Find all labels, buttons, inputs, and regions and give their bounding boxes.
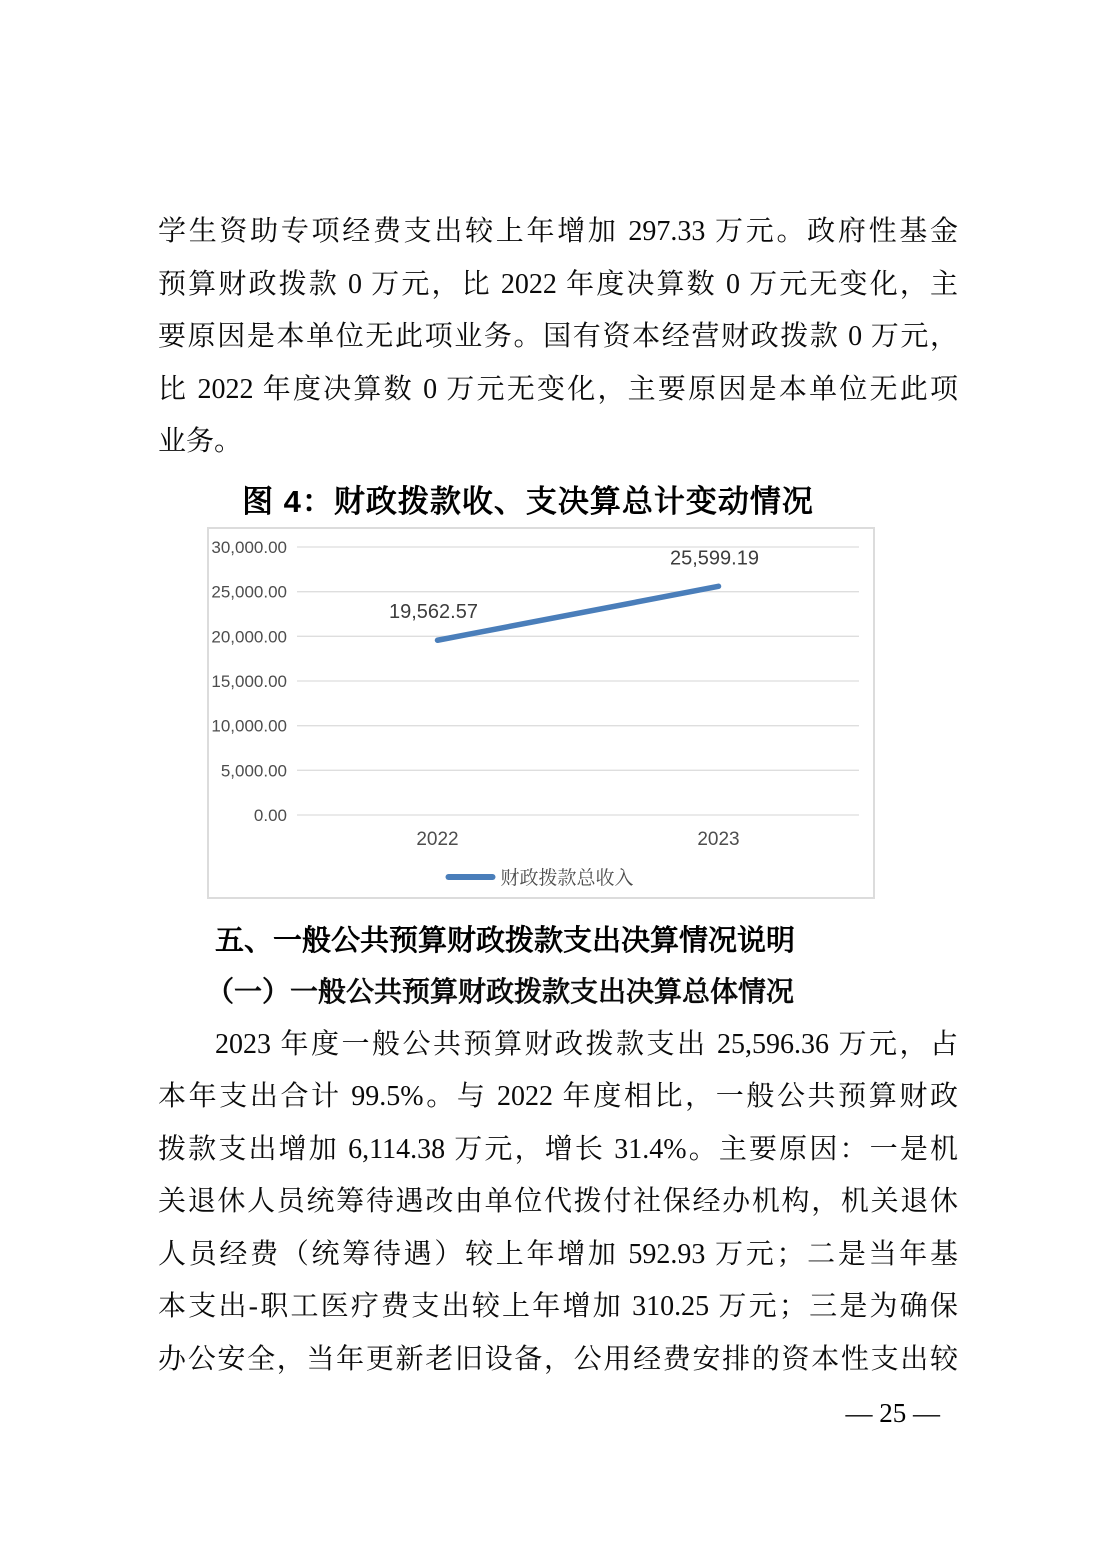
svg-text:2023: 2023 [697, 828, 740, 850]
text-line: 要原因是本单位无此项业务。国有资本经营财政拨款 0 万元， [158, 321, 958, 352]
text-line: 本年支出合计 99.5%。与 2022 年度相比，一般公共预算财政 [158, 1081, 958, 1112]
page-number: — 25 — [845, 1398, 940, 1428]
paragraph-expenditure-explanation [158, 1019, 958, 1387]
svg-text:5,000.00: 5,000.00 [220, 760, 287, 780]
text-line: 办公安全，当年更新老旧设备，公用经费安排的资本性支出较 [158, 1343, 958, 1375]
text-line: 拨款支出增加 6,114.38 万元，增长 31.4%。主要原因：一是机 [158, 1133, 958, 1165]
text-line: 比 2022 年度决算数 0 万元无变化，主要原因是本单位无此项 [158, 373, 958, 405]
svg-text:25,000.00: 25,000.00 [211, 582, 287, 602]
page-content [158, 0, 958, 1438]
svg-text:30,000.00: 30,000.00 [211, 537, 287, 557]
figure-caption: 图 4：财政拨款收、支决算总计变动情况 [242, 483, 814, 519]
text-line: 预算财政拨款 0 万元，比 2022 年度决算数 0 万元无变化，主 [158, 268, 958, 300]
svg-text:2022: 2022 [416, 828, 459, 850]
svg-text:25,599.19: 25,599.19 [670, 546, 759, 569]
text-line: 人员经费（统筹待遇）较上年增加 592.93 万元；二是当年基 [158, 1238, 958, 1270]
svg-text:0.00: 0.00 [253, 805, 287, 825]
text-line: 业务。 [158, 426, 243, 457]
svg-text:20,000.00: 20,000.00 [211, 626, 287, 646]
text-line: 本支出-职工医疗费支出较上年增加 310.25 万元；三是为确保 [158, 1291, 958, 1322]
fiscal-appropriation-line-chart [207, 527, 875, 899]
text-line: 学生资助专项经费支出较上年增加 297.33 万元。政府性基金 [158, 216, 958, 247]
line-chart-canvas [209, 529, 873, 897]
text-line: 2023 年度一般公共预算财政拨款支出 25,596.36 万元，占 [215, 1028, 958, 1060]
paragraph-fiscal-appropriation-continuation [158, 206, 958, 469]
subsection-heading: （一）一般公共预算财政拨款支出决算总体情况 [206, 976, 795, 1008]
svg-text:10,000.00: 10,000.00 [211, 716, 287, 736]
svg-text:19,562.57: 19,562.57 [389, 600, 478, 623]
section-heading: 五、一般公共预算财政拨款支出决算情况说明 [215, 924, 796, 957]
text-line: 关退休人员统筹待遇改由单位代拨付社保经办机构，机关退休 [158, 1186, 958, 1217]
svg-text:15,000.00: 15,000.00 [211, 671, 287, 691]
legend-label: 财政拨款总收入 [500, 867, 634, 889]
